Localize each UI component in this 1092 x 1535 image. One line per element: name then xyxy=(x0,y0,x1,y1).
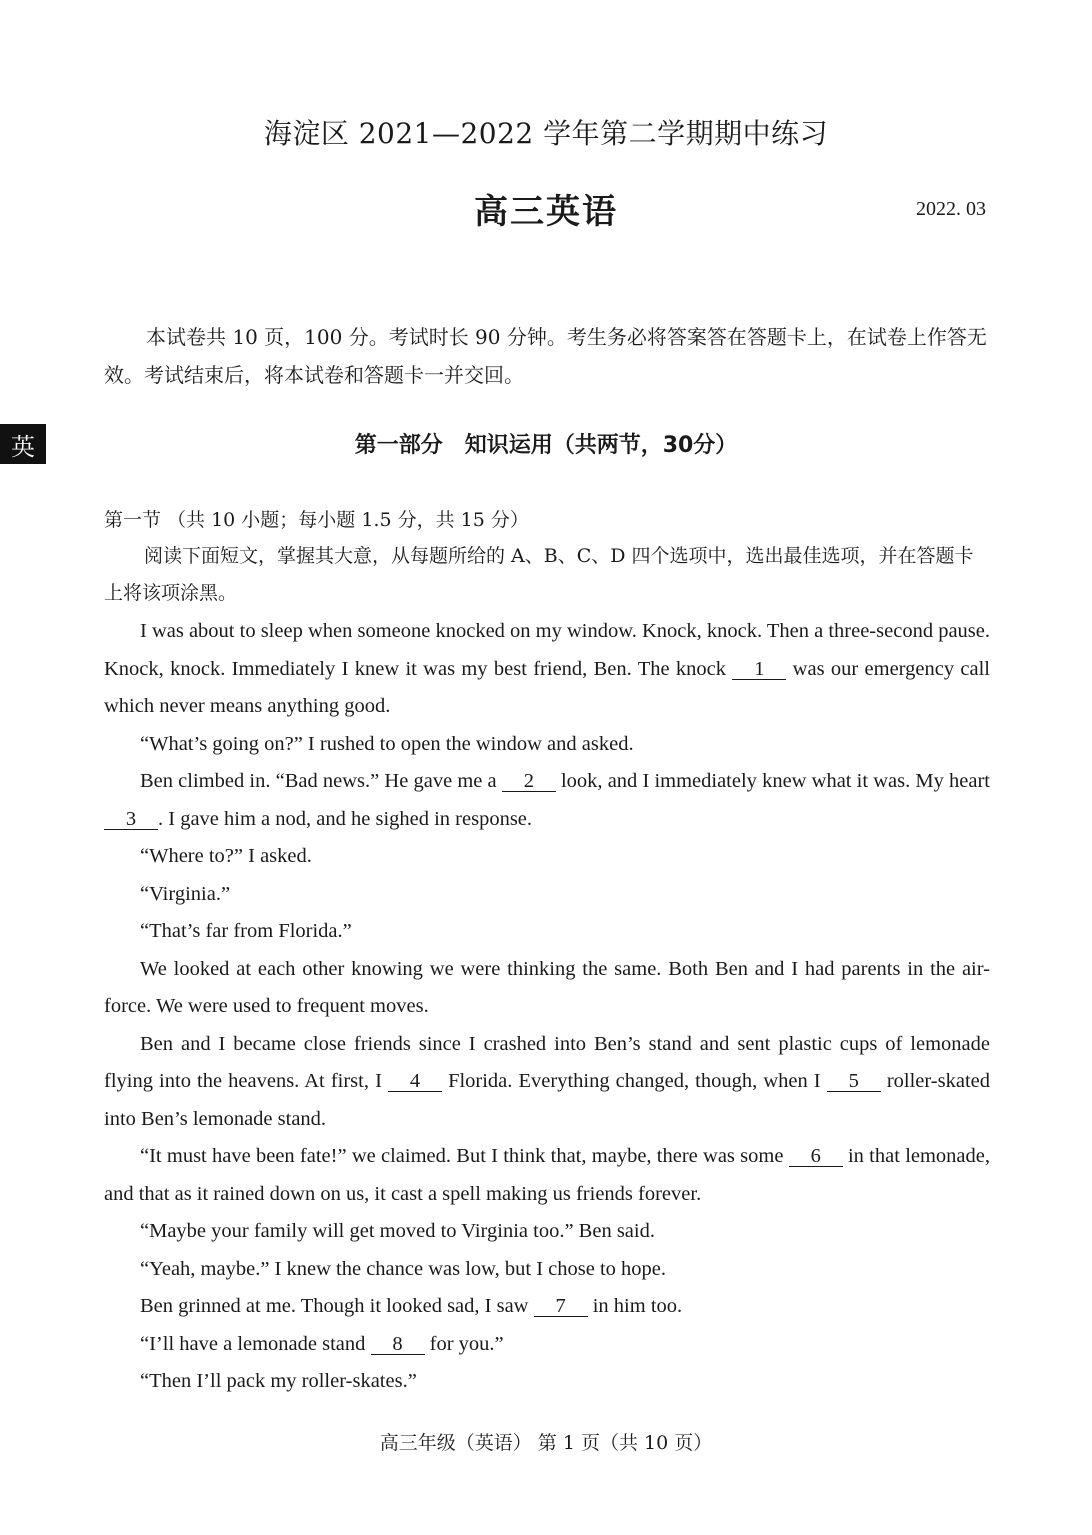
passage-paragraph: Ben grinned at me. Though it looked sad, I saw 7 in him too. xyxy=(140,1295,683,1317)
cloze-passage xyxy=(104,613,990,1401)
passage-paragraph: “Maybe your family will get moved to Virginia too.” Ben said. xyxy=(140,1220,655,1242)
blank-4: 4 xyxy=(388,1071,442,1092)
passage-paragraph: “Where to?” I asked. xyxy=(140,845,312,867)
passage-paragraph: Ben and I became close friends since I crashed into Ben’s stand and sent plastic cups of lemonade flying into the heavens. At first, I 4 Florida. Everything changed, though, when I 5 roller-skated into Ben’s lemonade stand. xyxy=(104,1032,990,1130)
passage-paragraph: “Yeah, maybe.” I knew the chance was low, but I chose to hope. xyxy=(140,1257,667,1280)
blank-1: 1 xyxy=(732,659,786,680)
subject-tab: 英 xyxy=(0,424,46,464)
page-footer: 高三年级（英语） 第 1 页（共 10 页） xyxy=(379,1432,713,1454)
exam-date: 2022. 03 xyxy=(916,198,986,220)
part-heading: 第一部分 知识运用（共两节，30分） xyxy=(354,433,738,458)
passage-paragraph: “Then I’ll pack my roller-skates.” xyxy=(140,1370,417,1392)
passage-paragraph: “It must have been fate!” we claimed. But I think that, maybe, there was some 6 in that lemonade, and that as it rained down on us, it cast a spell making us friends forever. xyxy=(104,1145,991,1205)
exam-subtitle: 高三英语 xyxy=(474,192,618,232)
blank-5: 5 xyxy=(827,1071,881,1092)
blank-2: 2 xyxy=(502,771,556,792)
blank-7: 7 xyxy=(534,1296,588,1317)
exam-title: 海淀区 2021—2022 学年第二学期期中练习 xyxy=(263,117,829,150)
blank-8: 8 xyxy=(371,1334,425,1355)
section-label: 第一节 （共 10 小题；每小题 1.5 分，共 15 分） xyxy=(104,509,529,531)
passage-paragraph: “I’ll have a lemonade stand 8 for you.” xyxy=(140,1332,504,1355)
passage-paragraph: “Virginia.” xyxy=(140,882,231,905)
passage-paragraph: We looked at each other knowing we were thinking the same. Both Ben and I had parents in the air-force. We were used to frequent moves. xyxy=(104,957,990,1017)
blank-3: 3 xyxy=(104,809,158,830)
passage-paragraph: Ben climbed in. “Bad news.” He gave me a 2 look, and I immediately knew what it was. My heart 3 . I gave him a nod, and he sighed in response. xyxy=(104,763,990,838)
passage-paragraph: I was about to sleep when someone knocked on my window. Knock, knock. Then a three-second pause. Knock, knock. Immediately I knew it was my best friend, Ben. The knock 1 was our emergency call which never means anything good. xyxy=(104,620,990,717)
section-instructions: 阅读下面短文，掌握其大意，从每题所给的 A、B、C、D 四个选项中，选出最佳选项，并在答题卡上将该项涂黑。 xyxy=(104,545,974,604)
passage-paragraph: “That’s far from Florida.” xyxy=(140,920,352,942)
exam-notice: 本试卷共 10 页，100 分。考试时长 90 分钟。考生务必将答案答在答题卡上，在试卷上作答无效。考试结束后，将本试卷和答题卡一并交回。 xyxy=(104,325,987,387)
blank-6: 6 xyxy=(789,1146,843,1167)
passage-paragraph: “What’s going on?” I rushed to open the window and asked. xyxy=(140,732,634,755)
